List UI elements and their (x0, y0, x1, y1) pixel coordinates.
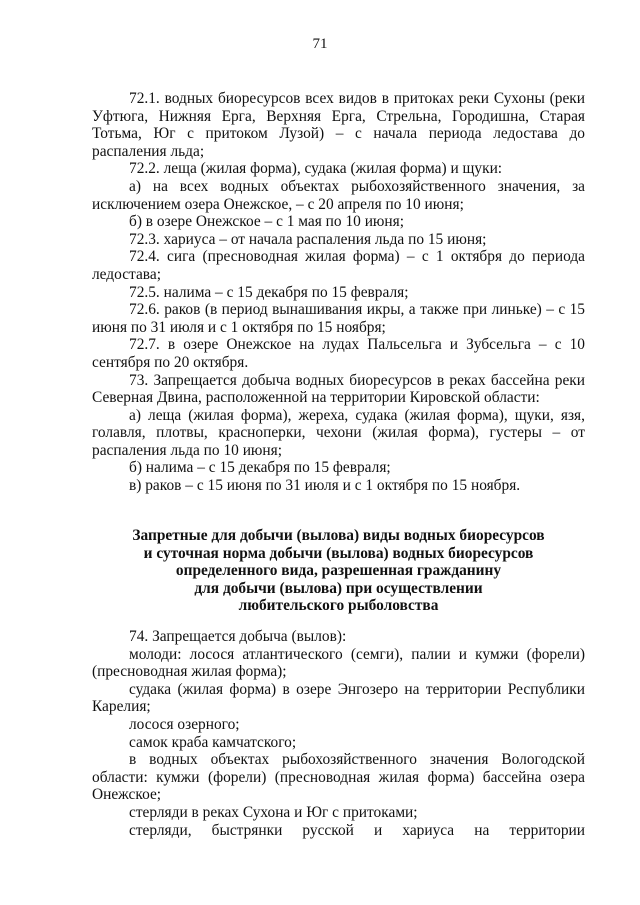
paragraph: 72.1. водных биоресурсов всех видов в притоках реки Сухоны (реки Уфтюга, Нижняя Ерга, Верхняя Ерга, Стрельна, Городишна, Старая Тотьма, Юг с притоком Лузой) – с начала периода ледостава до распаления льда; (92, 90, 585, 160)
heading-line: определенного вида, разрешенная гражданину (175, 562, 502, 580)
paragraph: стерляди, быстрянки русской и хариуса на территории (129, 821, 585, 839)
paragraph: 72.7. в озере Онежское на лудах Пальсельга и Зубсельга – с 10 сентября по 20 октября. (92, 336, 585, 371)
paragraph: стерляди в реках Сухона и Юг с притоками; (129, 803, 418, 821)
paragraph: а) леща (жилая форма), жереха, судака (жилая форма), щуки, язя, голавля, плотвы, красноперки, чехони (жилая форма), густеры – от распаления льда по 10 июня; (92, 406, 585, 459)
section-heading (92, 527, 585, 615)
paragraph: судака (жилая форма) в озере Энгозеро на территории Республики Карелия; (92, 680, 585, 716)
paragraph: 72.3. хариуса – от начала распаления льда по 15 июня; (129, 230, 487, 248)
body-text-section-2 (92, 628, 585, 839)
paragraph: самок краба камчатского; (129, 733, 297, 751)
paragraph: б) налима – с 15 декабря по 15 февраля; (129, 459, 391, 477)
paragraph: 72.2. леща (жилая форма), судака (жилая форма) и щуки: (129, 160, 503, 178)
paragraph: 72.4. сига (пресноводная жилая форма) – с 1 октября до периода ледостава; (92, 248, 585, 283)
paragraph: 72.6. раков (в период вынашивания икры, а также при линьке) – с 15 июня по 31 июля и с 1 октября по 15 ноября; (92, 301, 585, 336)
heading-line: Запретные для добычи (вылова) виды водных биоресурсов (132, 527, 545, 544)
paragraph: б) в озере Онежское – с 1 мая по 10 июня; (129, 213, 405, 231)
paragraph: в) раков – с 15 июня по 31 июля и с 1 октября по 15 ноября. (129, 477, 521, 495)
heading-line: любительского рыболовства (238, 597, 439, 615)
body-text-section-1 (92, 90, 585, 495)
paragraph: лосося озерного; (129, 715, 240, 733)
heading-line: и суточная норма добычи (вылова) водных биоресурсов (143, 544, 534, 562)
paragraph: 74. Запрещается добыча (вылов): (129, 628, 347, 645)
paragraph: в водных объектах рыбохозяйственного значения Вологодской области: кумжи (форели) (пресноводная жилая форма) бассейна озера Онежское; (92, 751, 585, 804)
paragraph: молоди: лосося атлантического (семги), палии и кумжи (форели) (пресноводная жилая форма); (92, 645, 585, 681)
paragraph: а) на всех водных объектах рыбохозяйственного значения, за исключением озера Онежское, – с 20 апреля по 10 июня; (92, 177, 585, 213)
page-number: 71 (312, 36, 328, 52)
paragraph: 73. Запрещается добыча водных биоресурсов в реках бассейна реки Северная Двина, расположенной на территории Кировской области: (92, 371, 585, 407)
heading-line: для добычи (вылова) при осуществлении (194, 579, 483, 597)
paragraph: 72.5. налима – с 15 декабря по 15 февраля; (129, 283, 409, 301)
